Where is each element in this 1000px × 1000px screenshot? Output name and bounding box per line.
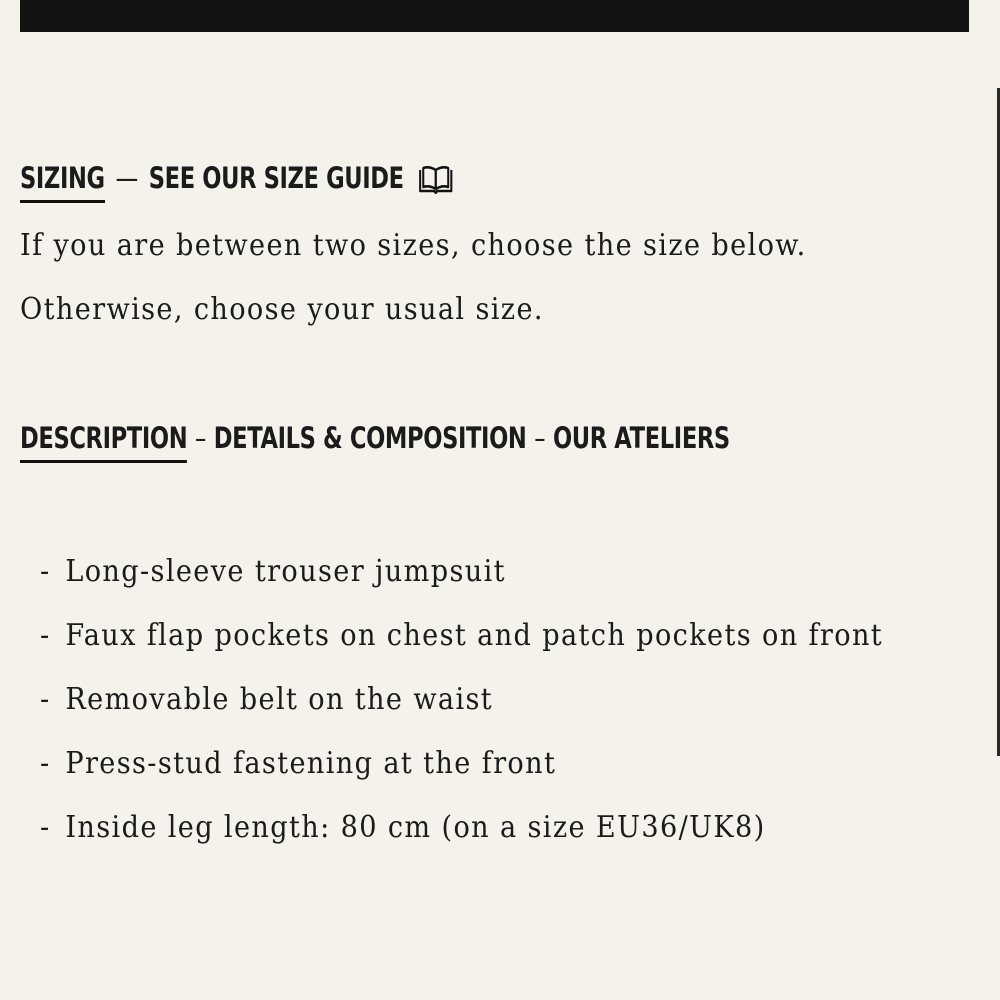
list-item [40,540,934,604]
list-item [40,796,934,860]
list-item-text: Removable belt on the waist [65,682,494,717]
top-bar [20,0,969,32]
list-item-text: Press-stud fastening at the front [65,746,557,781]
list-item [40,732,934,796]
tab-separator: – [534,421,546,455]
tab-details-composition[interactable]: DETAILS & COMPOSITION [213,421,527,455]
product-details-list [40,540,934,860]
tab-separator: – [195,421,206,455]
sizing-description [20,214,807,342]
list-item-text: Long-sleeve trouser jumpsuit [65,554,506,589]
list-item [40,604,934,668]
tab-our-ateliers[interactable]: OUR ATELIERS [552,421,730,455]
tab-description[interactable]: DESCRIPTION [20,420,187,463]
tab-sizing[interactable]: SIZING [20,160,105,203]
bullet-dash: - [40,682,51,717]
list-item-text: Faux flap pockets on chest and patch pockets on front [65,618,884,653]
book-icon[interactable] [418,166,454,194]
bullet-dash: - [40,554,51,589]
sizing-line-1: If you are between two sizes, choose the size below. [20,228,807,263]
description-tabs [20,420,730,463]
sizing-tabs [20,160,454,203]
list-item-text: Inside leg length: 80 cm (on a size EU36/UK8) [65,810,766,845]
tab-separator: — [115,161,138,195]
tab-size-guide[interactable]: SEE OUR SIZE GUIDE [148,161,404,195]
bullet-dash: - [40,810,51,845]
bullet-dash: - [40,618,51,653]
sizing-line-2: Otherwise, choose your usual size. [20,292,544,327]
bullet-dash: - [40,746,51,781]
list-item [40,668,934,732]
